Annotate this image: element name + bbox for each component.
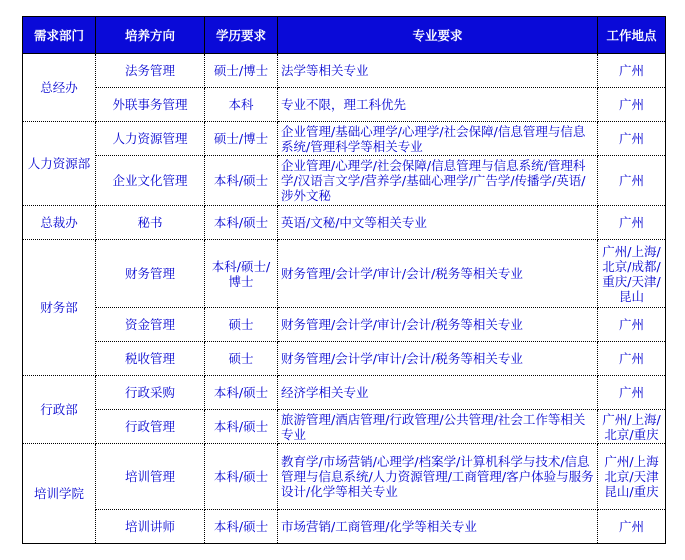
direction-cell: 企业文化管理 bbox=[96, 156, 205, 206]
table-row bbox=[23, 510, 666, 544]
education-cell: 本科/硕士 bbox=[205, 376, 278, 410]
major-cell: 经济学相关专业 bbox=[278, 376, 598, 410]
education-cell: 硕士 bbox=[205, 342, 278, 376]
education-cell: 本科/硕士/博士 bbox=[205, 240, 278, 308]
major-cell: 企业管理/基础心理学/心理学/社会保障/信息管理与信息系统/管理科学等相关专业 bbox=[278, 122, 598, 156]
table-row bbox=[23, 206, 666, 240]
major-cell: 专业不限，理工科优先 bbox=[278, 88, 598, 122]
location-cell: 广州 bbox=[598, 206, 666, 240]
location-cell: 广州/上海/北京/成都/重庆/天津/昆山 bbox=[598, 240, 666, 308]
direction-cell: 法务管理 bbox=[96, 54, 205, 88]
education-cell: 硕士 bbox=[205, 308, 278, 342]
major-cell: 教育学/市场营销/心理学/档案学/计算机科学与技术/信息管理与信息系统/人力资源管理/工商管理/客户体验与服务设计/化学等相关专业 bbox=[278, 444, 598, 510]
table-row bbox=[23, 240, 666, 308]
direction-cell: 税收管理 bbox=[96, 342, 205, 376]
table-row bbox=[23, 54, 666, 88]
major-cell: 企业管理/心理学/社会保障/信息管理与信息系统/管理科学/汉语言文学/营养学/基础心理学/广告学/传播学/英语/涉外文秘 bbox=[278, 156, 598, 206]
major-cell: 法学等相关专业 bbox=[278, 54, 598, 88]
table-row bbox=[23, 444, 666, 510]
direction-cell: 人力资源管理 bbox=[96, 122, 205, 156]
major-cell: 财务管理/会计学/审计/会计/税务等相关专业 bbox=[278, 342, 598, 376]
education-cell: 本科/硕士 bbox=[205, 510, 278, 544]
table-row bbox=[23, 122, 666, 156]
education-cell: 本科/硕士 bbox=[205, 156, 278, 206]
direction-cell: 行政管理 bbox=[96, 410, 205, 444]
header-education: 学历要求 bbox=[205, 17, 278, 54]
education-cell: 本科 bbox=[205, 88, 278, 122]
education-cell: 本科/硕士 bbox=[205, 410, 278, 444]
direction-cell: 外联事务管理 bbox=[96, 88, 205, 122]
major-cell: 财务管理/会计学/审计/会计/税务等相关专业 bbox=[278, 308, 598, 342]
dept-cell: 总经办 bbox=[23, 54, 96, 122]
table-row bbox=[23, 88, 666, 122]
direction-cell: 秘书 bbox=[96, 206, 205, 240]
direction-cell: 资金管理 bbox=[96, 308, 205, 342]
dept-cell: 行政部 bbox=[23, 376, 96, 444]
major-cell: 市场营销/工商管理/化学等相关专业 bbox=[278, 510, 598, 544]
location-cell: 广州 bbox=[598, 308, 666, 342]
direction-cell: 行政采购 bbox=[96, 376, 205, 410]
table-row bbox=[23, 410, 666, 444]
header-location: 工作地点 bbox=[598, 17, 666, 54]
major-cell: 英语/文秘/中文等相关专业 bbox=[278, 206, 598, 240]
location-cell: 广州 bbox=[598, 122, 666, 156]
education-cell: 本科/硕士 bbox=[205, 444, 278, 510]
location-cell: 广州/上海北京/天津昆山/重庆 bbox=[598, 444, 666, 510]
recruitment-table-container bbox=[22, 16, 666, 544]
education-cell: 硕士/博士 bbox=[205, 122, 278, 156]
dept-cell: 总裁办 bbox=[23, 206, 96, 240]
location-cell: 广州 bbox=[598, 88, 666, 122]
header-direction: 培养方向 bbox=[96, 17, 205, 54]
header-dept: 需求部门 bbox=[23, 17, 96, 54]
dept-cell: 财务部 bbox=[23, 240, 96, 376]
header-major: 专业要求 bbox=[278, 17, 598, 54]
education-cell: 硕士/博士 bbox=[205, 54, 278, 88]
education-cell: 本科/硕士 bbox=[205, 206, 278, 240]
location-cell: 广州 bbox=[598, 156, 666, 206]
major-cell: 财务管理/会计学/审计/会计/税务等相关专业 bbox=[278, 240, 598, 308]
table-row bbox=[23, 308, 666, 342]
table-row bbox=[23, 342, 666, 376]
location-cell: 广州 bbox=[598, 510, 666, 544]
location-cell: 广州 bbox=[598, 54, 666, 88]
table-row bbox=[23, 156, 666, 206]
major-cell: 旅游管理/酒店管理/行政管理/公共管理/社会工作等相关专业 bbox=[278, 410, 598, 444]
header-row bbox=[23, 17, 666, 54]
dept-cell: 人力资源部 bbox=[23, 122, 96, 206]
direction-cell: 财务管理 bbox=[96, 240, 205, 308]
location-cell: 广州 bbox=[598, 342, 666, 376]
location-cell: 广州/上海/北京/重庆 bbox=[598, 410, 666, 444]
dept-cell: 培训学院 bbox=[23, 444, 96, 544]
location-cell: 广州 bbox=[598, 376, 666, 410]
recruitment-table bbox=[22, 16, 666, 544]
table-row bbox=[23, 376, 666, 410]
direction-cell: 培训管理 bbox=[96, 444, 205, 510]
direction-cell: 培训讲师 bbox=[96, 510, 205, 544]
